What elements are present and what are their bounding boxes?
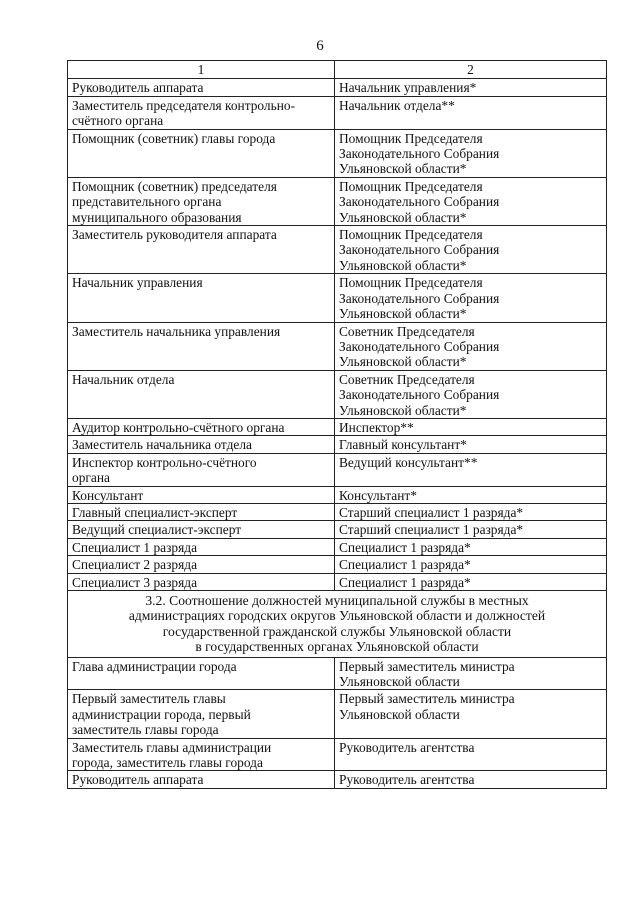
municipal-position-cell: Главный специалист-эксперт [68, 503, 335, 520]
municipal-position-cell: Руководитель аппарата [68, 771, 335, 788]
table-row [68, 453, 607, 486]
state-position-cell: Советник Председателя Законодательного Собрания Ульяновской области* [335, 370, 607, 418]
municipal-position-cell: Заместитель руководителя аппарата [68, 226, 335, 274]
table-row [68, 771, 607, 788]
state-position-cell: Руководитель агентства [335, 738, 607, 771]
state-position-cell: Начальник управления* [335, 79, 607, 96]
state-position-cell: Помощник Председателя Законодательного Собрания Ульяновской области* [335, 226, 607, 274]
table-row [68, 436, 607, 453]
table-row [68, 418, 607, 435]
table-row [68, 738, 607, 771]
municipal-position-cell: Помощник (советник) председателя представительного органа муниципального образования [68, 177, 335, 225]
state-position-cell: Ведущий консультант** [335, 453, 607, 486]
section-heading: 3.2. Соотношение должностей муниципальной службы в местных администрациях городских округов Ульяновской области и должностей государственной гражданской службы Ульяновской области в государственных органах Ульяновской области [68, 591, 607, 658]
column-number-1: 1 [68, 61, 335, 79]
section-heading-row [68, 591, 607, 658]
state-position-cell: Советник Председателя Законодательного Собрания Ульяновской области* [335, 322, 607, 370]
table-row [68, 556, 607, 573]
municipal-position-cell: Начальник управления [68, 274, 335, 322]
state-position-cell: Консультант* [335, 486, 607, 503]
table-row [68, 573, 607, 590]
state-position-cell: Инспектор** [335, 418, 607, 435]
municipal-position-cell: Помощник (советник) главы города [68, 129, 335, 177]
table-row [68, 486, 607, 503]
table-row [68, 226, 607, 274]
municipal-position-cell: Заместитель начальника отдела [68, 436, 335, 453]
municipal-position-cell: Глава администрации города [68, 657, 335, 690]
state-position-cell: Руководитель агентства [335, 771, 607, 788]
table-row [68, 129, 607, 177]
municipal-position-cell: Инспектор контрольно-счётного органа [68, 453, 335, 486]
table-body [68, 61, 607, 789]
municipal-position-cell: Заместитель председателя контрольно- счётного органа [68, 96, 335, 129]
state-position-cell: Помощник Председателя Законодательного Собрания Ульяновской области* [335, 177, 607, 225]
municipal-position-cell: Начальник отдела [68, 370, 335, 418]
table-header-row [68, 61, 607, 79]
table-row [68, 322, 607, 370]
table-row [68, 370, 607, 418]
table-row [68, 503, 607, 520]
state-position-cell: Специалист 1 разряда* [335, 556, 607, 573]
table-row [68, 538, 607, 555]
municipal-position-cell: Заместитель начальника управления [68, 322, 335, 370]
municipal-position-cell: Консультант [68, 486, 335, 503]
municipal-position-cell: Руководитель аппарата [68, 79, 335, 96]
state-position-cell: Старший специалист 1 разряда* [335, 521, 607, 538]
state-position-cell: Главный консультант* [335, 436, 607, 453]
municipal-position-cell: Первый заместитель главы администрации города, первый заместитель главы города [68, 690, 335, 738]
state-position-cell: Специалист 1 разряда* [335, 573, 607, 590]
municipal-position-cell: Ведущий специалист-эксперт [68, 521, 335, 538]
state-position-cell: Помощник Председателя Законодательного Собрания Ульяновской области* [335, 129, 607, 177]
table-row [68, 657, 607, 690]
municipal-position-cell: Специалист 1 разряда [68, 538, 335, 555]
municipal-position-cell: Заместитель главы администрации города, заместитель главы города [68, 738, 335, 771]
column-number-2: 2 [335, 61, 607, 79]
municipal-position-cell: Специалист 3 разряда [68, 573, 335, 590]
table-row [68, 274, 607, 322]
state-position-cell: Помощник Председателя Законодательного Собрания Ульяновской области* [335, 274, 607, 322]
state-position-cell: Первый заместитель министра Ульяновской области [335, 690, 607, 738]
state-position-cell: Первый заместитель министра Ульяновской области [335, 657, 607, 690]
municipal-position-cell: Аудитор контрольно-счётного органа [68, 418, 335, 435]
municipal-position-cell: Специалист 2 разряда [68, 556, 335, 573]
page-number: 6 [316, 38, 324, 54]
state-position-cell: Старший специалист 1 разряда* [335, 503, 607, 520]
state-position-cell: Начальник отдела** [335, 96, 607, 129]
table-row [68, 96, 607, 129]
table-row [68, 177, 607, 225]
state-position-cell: Специалист 1 разряда* [335, 538, 607, 555]
table-row [68, 521, 607, 538]
table-row [68, 79, 607, 96]
position-correspondence-table [67, 60, 607, 789]
table-row [68, 690, 607, 738]
